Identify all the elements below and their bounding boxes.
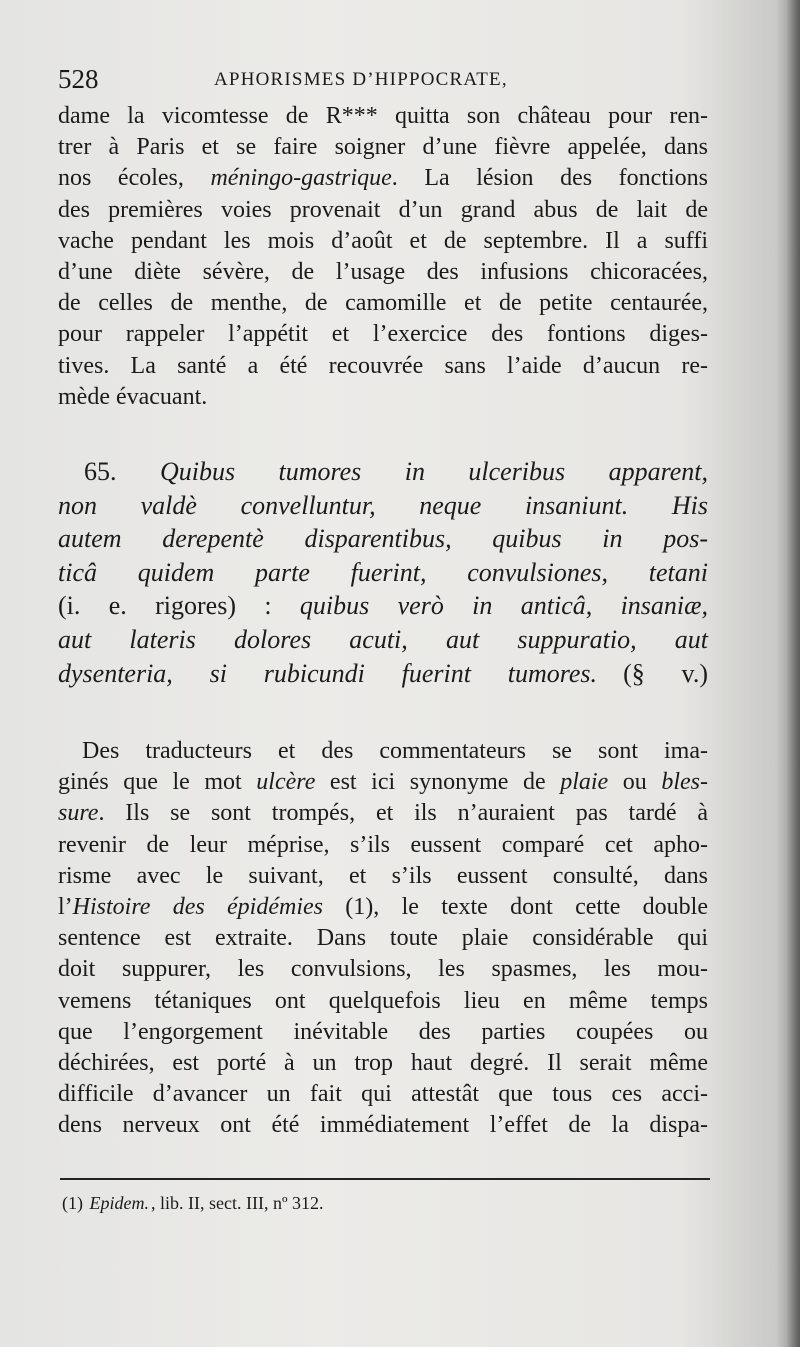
italic-term: ulcère [256,769,316,796]
latin-line: autem derepentè disparentibus, quibus in pos- [58,524,708,554]
text-line [58,736,708,767]
text-segment: l’ [58,893,73,920]
text-line: d’une diète sévère, de l’usage des infusions chicoracées, [58,258,708,285]
text-segment: Des traducteurs et des commentateurs se sont ima- [82,738,708,764]
footnote-mark: (1) [62,1193,83,1213]
latin-text: Quibus tumores in ulceribus apparent, [159,457,708,486]
italic-term: méningo-gastrique [210,165,392,192]
text-line [58,455,708,489]
aphorism-number: 65. [84,457,117,486]
text-line: dens nerveux ont été immédiatement l’effet de la dispa- [58,1112,708,1139]
italic-term: bles- [661,769,709,796]
text-line: revenir de leur méprise, s’ils eussent comparé cet apho- [58,831,708,858]
text-segment: (1), le texte dont cette double [323,893,708,920]
text-line: mède évacuant. [58,383,208,410]
text-line [58,163,708,194]
text-line: tives. La santé a été recouvrée sans l’aide d’aucun re- [58,352,708,379]
text-line [58,657,708,691]
latin-text: quibus verò in anticâ, insaniæ, [299,591,708,621]
text-line: trer à Paris et se faire soigner d’une fièvre appelée, dans [58,134,708,161]
text-line [58,767,708,798]
text-line [58,798,708,829]
aphorism-65 [58,455,708,690]
text-segment: (i. e. rigores) : [58,591,300,621]
commentary-paragraph [58,736,708,1141]
italic-term: plaie [560,769,609,796]
footnote [62,1193,326,1214]
page-header [58,64,718,104]
page-edge-shadow [786,0,800,1347]
italic-title: Histoire des épidémies [72,893,323,920]
text-segment: ginés que le mot [58,769,257,796]
text-line [58,892,708,923]
text-line: difficile d’avancer un fait qui attestât que tous ces acci- [58,1081,708,1108]
text-segment: ou [608,769,662,796]
footnote-source: Epidem. [89,1193,149,1213]
running-head: APHORISMES D’HIPPOCRATE, [214,69,508,90]
text-line: vemens tétaniques ont quelquefois lieu en même temps [58,987,708,1014]
latin-line: aut lateris dolores acuti, aut suppuratio, aut [58,624,708,654]
text-line: que l’engorgement inévitable des parties coupées ou [58,1018,708,1045]
text-line: vache pendant les mois d’août et de septembre. Il a suffi [58,227,708,254]
text-line: pour rappeler l’appétit et l’exercice des fontions diges- [58,321,708,348]
text-line: dame la vicomtesse de R*** quitta son château pour ren- [58,103,708,129]
intro-paragraph [58,101,708,413]
text-line: de celles de menthe, de camomille et de petite centaurée, [58,290,708,317]
latin-text: dysenteria, si rubicundi fuerint tumores. [58,658,598,688]
section-reference: (§ v.) [623,658,708,688]
text-segment: . Ils se sont trompés, et ils n’auraient pas tardé à [98,800,708,827]
text-line [58,589,708,623]
italic-term: sure [58,800,99,827]
text-line: sentence est extraite. Dans toute plaie considérable qui [58,925,708,952]
footnote-text: , lib. II, sect. III, nº 312. [150,1193,324,1213]
latin-line: non valdè convelluntur, neque insaniunt. His [58,490,708,520]
latin-line: ticâ quidem parte fuerint, convulsiones, tetani [58,557,708,587]
text-line: doit suppurer, les convulsions, les spasmes, les mou- [58,956,708,983]
text-line: des premières voies provenait d’un grand abus de lait de [58,196,708,223]
text-segment: est ici synonyme de [315,769,561,796]
text-segment: . La lésion des fonctions [391,165,708,192]
text-line: risme avec le suivant, et s’ils eussent consulté, dans [58,862,708,889]
page-number: 528 [58,64,99,94]
text-segment: nos écoles, [58,165,211,192]
footnote-divider [60,1178,710,1180]
text-line: déchirées, est porté à un trop haut degré. Il serait même [58,1049,708,1076]
